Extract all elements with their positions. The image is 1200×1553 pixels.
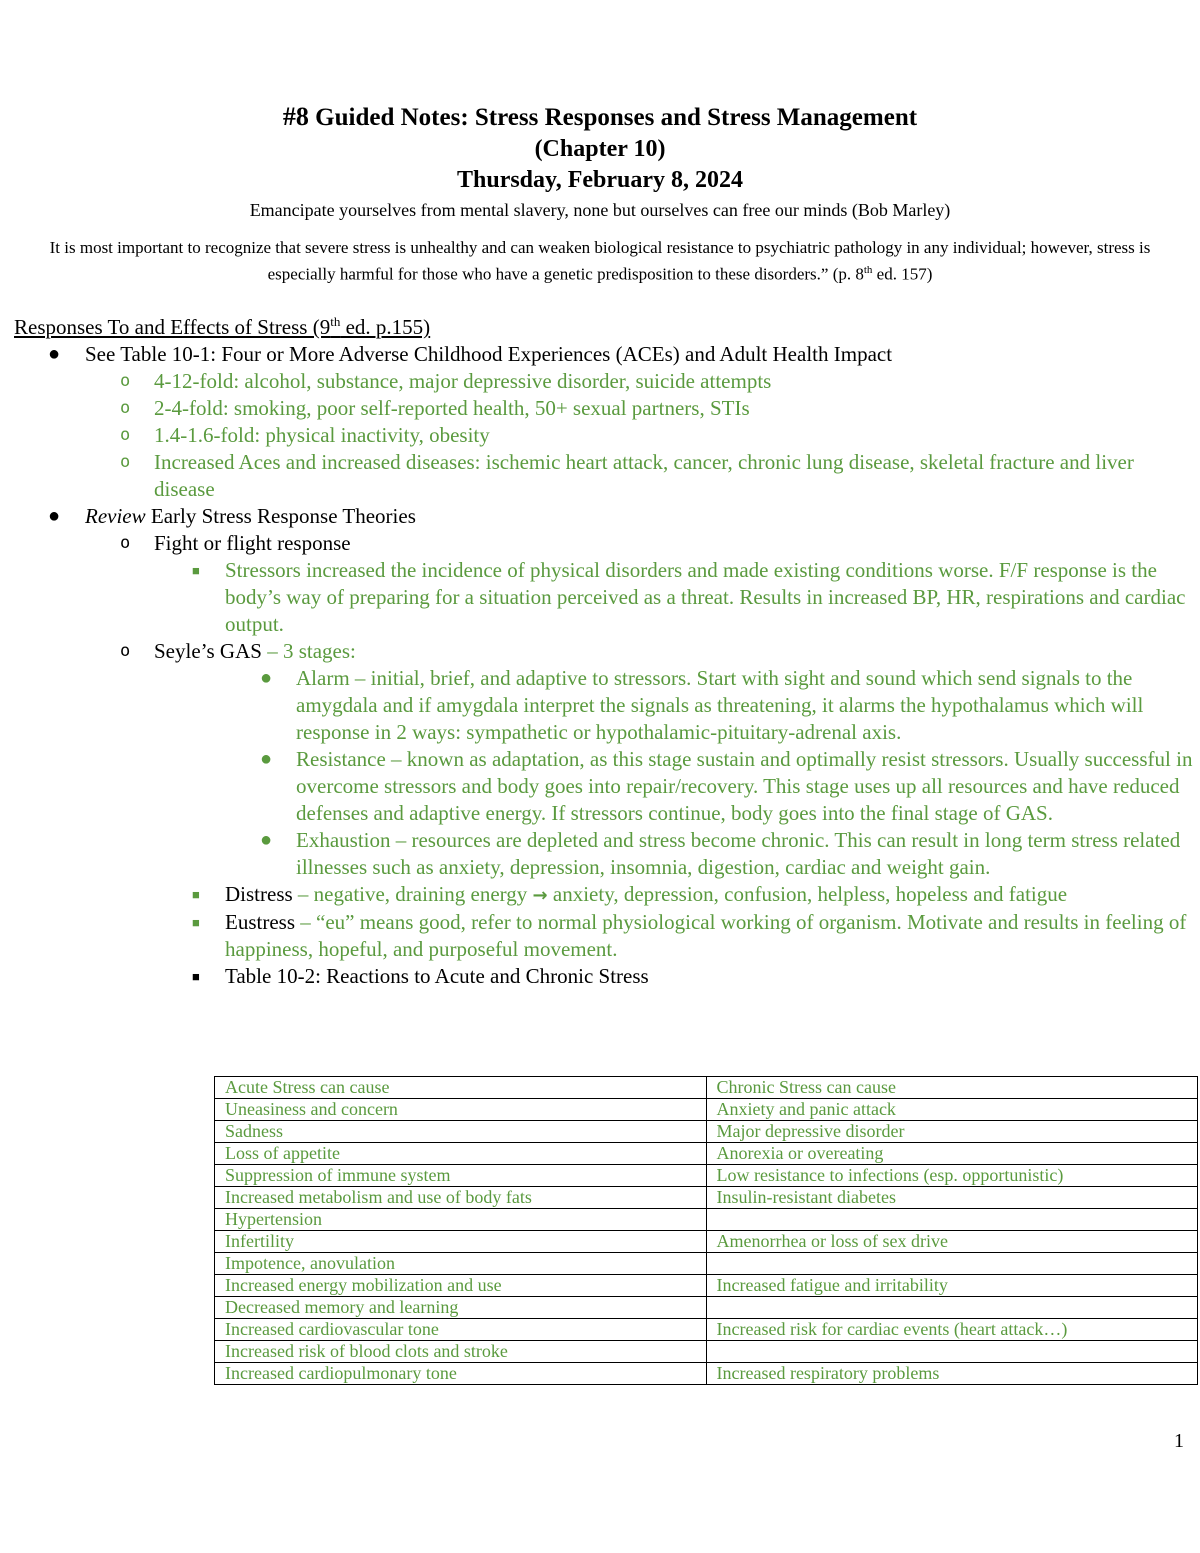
list-item: o 2-4-fold: smoking, poor self-reported health, 50+ sexual partners, STIs (120, 396, 750, 420)
list-item-alarm: ● Alarm – initial, brief, and adaptive to stressors. Start with sight and sound which send signals to the amygdala and if amygdala interpret the signals as threatening, it alarms the hypothalamus which will response in 2 ways: sympathetic or hypothalamic-pituitary-adrenal axis. (260, 666, 1144, 744)
acute-stress-cell: Increased risk of blood clots and stroke (215, 1341, 707, 1363)
document-header (0, 100, 1200, 286)
acute-stress-cell: Increased cardiopulmonary tone (215, 1363, 707, 1385)
circle-bullet-icon: o (120, 371, 131, 391)
acute-stress-cell: Acute Stress can cause (215, 1077, 707, 1099)
acute-stress-cell: Increased energy mobilization and use (215, 1275, 707, 1297)
bullet-icon: ● (260, 667, 273, 689)
acute-stress-cell: Suppression of immune system (215, 1165, 707, 1187)
list-item-distress: ■ Distress – negative, draining energy → anxiety, depression, confusion, helpless, hopeless and fatigue (192, 882, 1068, 906)
list-item-fight-flight: o Fight or flight response (120, 531, 351, 555)
circle-bullet-icon: o (120, 533, 131, 553)
table-row (215, 1275, 1198, 1297)
chronic-stress-cell: Major depressive disorder (706, 1121, 1198, 1143)
bullet-icon: ● (260, 829, 273, 851)
bullet-icon: ● (48, 343, 61, 365)
page-title: #8 Guided Notes: Stress Responses and Stress Management (282, 102, 918, 131)
acute-stress-cell: Decreased memory and learning (215, 1297, 707, 1319)
bullet-icon: ● (48, 505, 61, 527)
list-item: o 4-12-fold: alcohol, substance, major depressive disorder, suicide attempts (120, 369, 772, 393)
arrow-right-icon: → (532, 885, 548, 906)
circle-bullet-icon: o (120, 641, 131, 661)
table-row (215, 1363, 1198, 1385)
table-row (215, 1165, 1198, 1187)
table-row (215, 1099, 1198, 1121)
chronic-stress-cell (706, 1297, 1198, 1319)
table-row (215, 1187, 1198, 1209)
list-item-review: ● Review Early Stress Response Theories (48, 504, 416, 528)
list-item: o 1.4-1.6-fold: physical inactivity, obesity (120, 423, 490, 447)
table-body (215, 1077, 1198, 1385)
chronic-stress-cell: Anxiety and panic attack (706, 1099, 1198, 1121)
square-bullet-icon: ■ (192, 969, 200, 984)
chronic-stress-cell (706, 1341, 1198, 1363)
chronic-stress-cell: Increased risk for cardiac events (heart attack…) (706, 1319, 1198, 1341)
chronic-stress-cell (706, 1253, 1198, 1275)
table-row (215, 1319, 1198, 1341)
chronic-stress-cell: Insulin-resistant diabetes (706, 1187, 1198, 1209)
circle-bullet-icon: o (120, 452, 131, 472)
acute-stress-cell: Infertility (215, 1231, 707, 1253)
chronic-stress-cell: Anorexia or overeating (706, 1143, 1198, 1165)
acute-stress-cell: Increased cardiovascular tone (215, 1319, 707, 1341)
table-row (215, 1077, 1198, 1099)
list-item-exhaustion: ● Exhaustion – resources are depleted and stress become chronic. This can result in long term stress related illnesses such as anxiety, depression, insomnia, digestion, cardiac and weight gain. (260, 828, 1181, 879)
table-row (215, 1341, 1198, 1363)
table-row (215, 1297, 1198, 1319)
chapter-label: (Chapter 10) (534, 136, 666, 162)
quote-textbook: It is most important to recognize that severe stress is unhealthy and can weaken biological resistance to psychiatric pathology in any individual; however, stress is especially harmful for those who have a genetic predisposition to these disorders.” (p. 8th ed. 157) (49, 238, 1151, 284)
circle-bullet-icon: o (120, 398, 131, 418)
chronic-stress-cell: Low resistance to infections (esp. opportunistic) (706, 1165, 1198, 1187)
chronic-stress-cell: Increased fatigue and irritability (706, 1275, 1198, 1297)
acute-stress-cell: Impotence, anovulation (215, 1253, 707, 1275)
acute-stress-cell: Loss of appetite (215, 1143, 707, 1165)
chronic-stress-cell (706, 1209, 1198, 1231)
acute-stress-cell: Sadness (215, 1121, 707, 1143)
square-bullet-icon: ■ (192, 563, 200, 578)
square-bullet-icon: ■ (192, 915, 200, 930)
bullet-icon: ● (260, 748, 273, 770)
circle-bullet-icon: o (120, 425, 131, 445)
list-item-gas: o Seyle’s GAS – 3 stages: (120, 639, 356, 663)
section-heading: Responses To and Effects of Stress (9th ed. p.155) (14, 314, 431, 339)
list-item-eustress: ■ Eustress – “eu” means good, refer to normal physiological working of organism. Motivate and results in feeling of happiness, hopeful, and purposeful movement. (192, 910, 1187, 961)
table-row (215, 1253, 1198, 1275)
list-item: o Increased Aces and increased diseases: ischemic heart attack, cancer, chronic lung disease, skeletal fracture and liver disease (120, 450, 1134, 501)
list-item-aces: ● See Table 10-1: Four or More Adverse Childhood Experiences (ACEs) and Adult Health Impact (48, 342, 893, 366)
acute-stress-cell: Hypertension (215, 1209, 707, 1231)
date-label: Thursday, February 8, 2024 (456, 167, 744, 193)
chronic-stress-cell: Amenorrhea or loss of sex drive (706, 1231, 1198, 1253)
page-number: 1 (1174, 1430, 1184, 1452)
notes-content (14, 308, 1194, 990)
stress-reactions-table (214, 1076, 1198, 1385)
list-item-resistance: ● Resistance – known as adaptation, as this stage sustain and optimally resist stressors. Usually successful in overcome stressors and body goes into repair/recovery. This stage uses up all resources and have reduced defenses and adaptive energy. If stressors continue, body goes into the final stage of GAS. (260, 747, 1193, 825)
square-bullet-icon: ■ (192, 887, 200, 902)
chronic-stress-cell: Chronic Stress can cause (706, 1077, 1198, 1099)
table-row (215, 1209, 1198, 1231)
chronic-stress-cell: Increased respiratory problems (706, 1363, 1198, 1385)
table-row (215, 1231, 1198, 1253)
quote-marley: Emancipate yourselves from mental slavery, none but ourselves can free our minds (Bob Marley) (249, 200, 951, 220)
acute-stress-cell: Uneasiness and concern (215, 1099, 707, 1121)
table-row (215, 1121, 1198, 1143)
list-item: ■ Stressors increased the incidence of physical disorders and made existing conditions worse. F/F response is the body’s way of preparing for a situation perceived as a threat. Results in increased BP, HR, respirations and cardiac output. (192, 558, 1186, 636)
list-item-table-label: ■ Table 10-2: Reactions to Acute and Chronic Stress (192, 964, 649, 988)
acute-stress-cell: Increased metabolism and use of body fats (215, 1187, 707, 1209)
table-row (215, 1143, 1198, 1165)
